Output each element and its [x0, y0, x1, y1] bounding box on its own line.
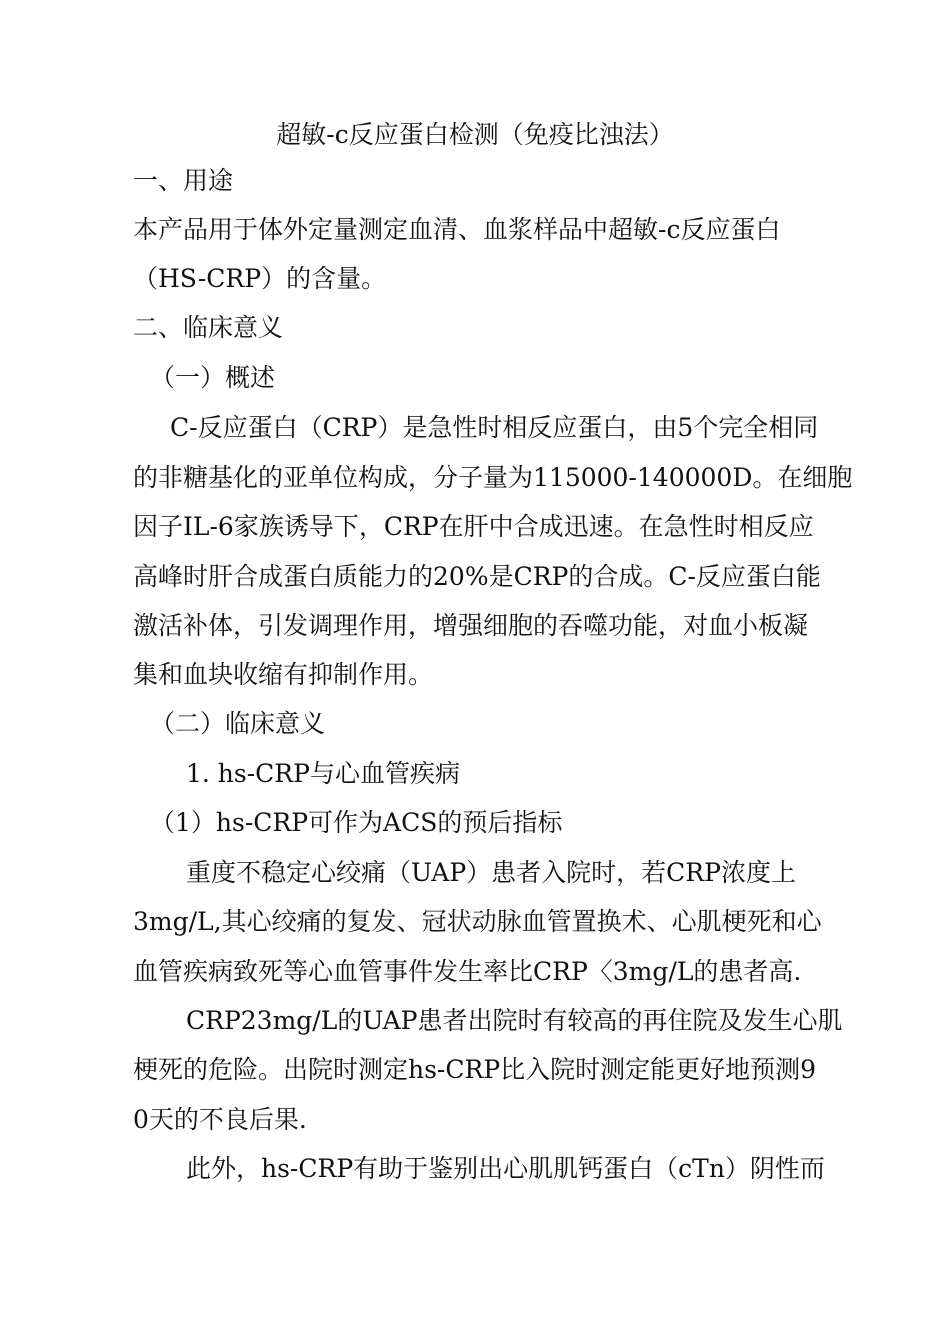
section-heading-purpose: 一、用途 — [133, 166, 234, 195]
paragraph-line: 高峰时肝合成蛋白质能力的20%是CRP的合成。C-反应蛋白能 — [133, 562, 821, 591]
paragraph-line: 因子IL-6家族诱导下，CRP在肝中合成迅速。在急性时相反应 — [133, 512, 814, 541]
subheading-overview: （一）概述 — [150, 363, 276, 392]
list-subitem: （1）hs-CRP可作为ACS的预后指标 — [150, 808, 563, 837]
paragraph-line: 此外，hs-CRP有助于鉴别出心肌肌钙蛋白（cTn）阴性而 — [186, 1154, 825, 1183]
document-title: 超敏-c反应蛋白检测（免疫比浊法） — [276, 120, 674, 149]
subheading-clinical-significance: （二）临床意义 — [150, 709, 326, 738]
paragraph-line: 的非糖基化的亚单位构成，分子量为115000-140000D。在细胞 — [133, 463, 853, 492]
paragraph-line: 血管疾病致死等心血管事件发生率比CRP〈3mg/L的患者高. — [133, 957, 802, 986]
paragraph-line: （HS-CRP）的含量。 — [133, 264, 387, 293]
paragraph-line: 本产品用于体外定量测定血清、血浆样品中超敏-c反应蛋白 — [133, 215, 781, 244]
list-item: 1. hs-CRP与心血管疾病 — [186, 759, 460, 788]
paragraph-line: 3mg/L,其心绞痛的复发、冠状动脉血管置换术、心肌梗死和心 — [133, 907, 822, 936]
paragraph-line: 0天的不良后果. — [133, 1105, 307, 1134]
paragraph-line: 重度不稳定心绞痛（UAP）患者入院时，若CRP浓度上 — [186, 858, 796, 887]
paragraph-line: CRP23mg/L的UAP患者出院时有较高的再住院及发生心肌 — [186, 1006, 843, 1035]
paragraph-line: 激活补体，引发调理作用，增强细胞的吞噬功能，对血小板凝 — [133, 611, 809, 640]
paragraph-line: C-反应蛋白（CRP）是急性时相反应蛋白，由5个完全相同 — [170, 413, 819, 442]
paragraph-line: 集和血块收缩有抑制作用。 — [133, 660, 434, 689]
section-heading-clinical: 二、临床意义 — [133, 313, 284, 342]
paragraph-line: 梗死的危险。出院时测定hs-CRP比入院时测定能更好地预测9 — [133, 1055, 817, 1084]
